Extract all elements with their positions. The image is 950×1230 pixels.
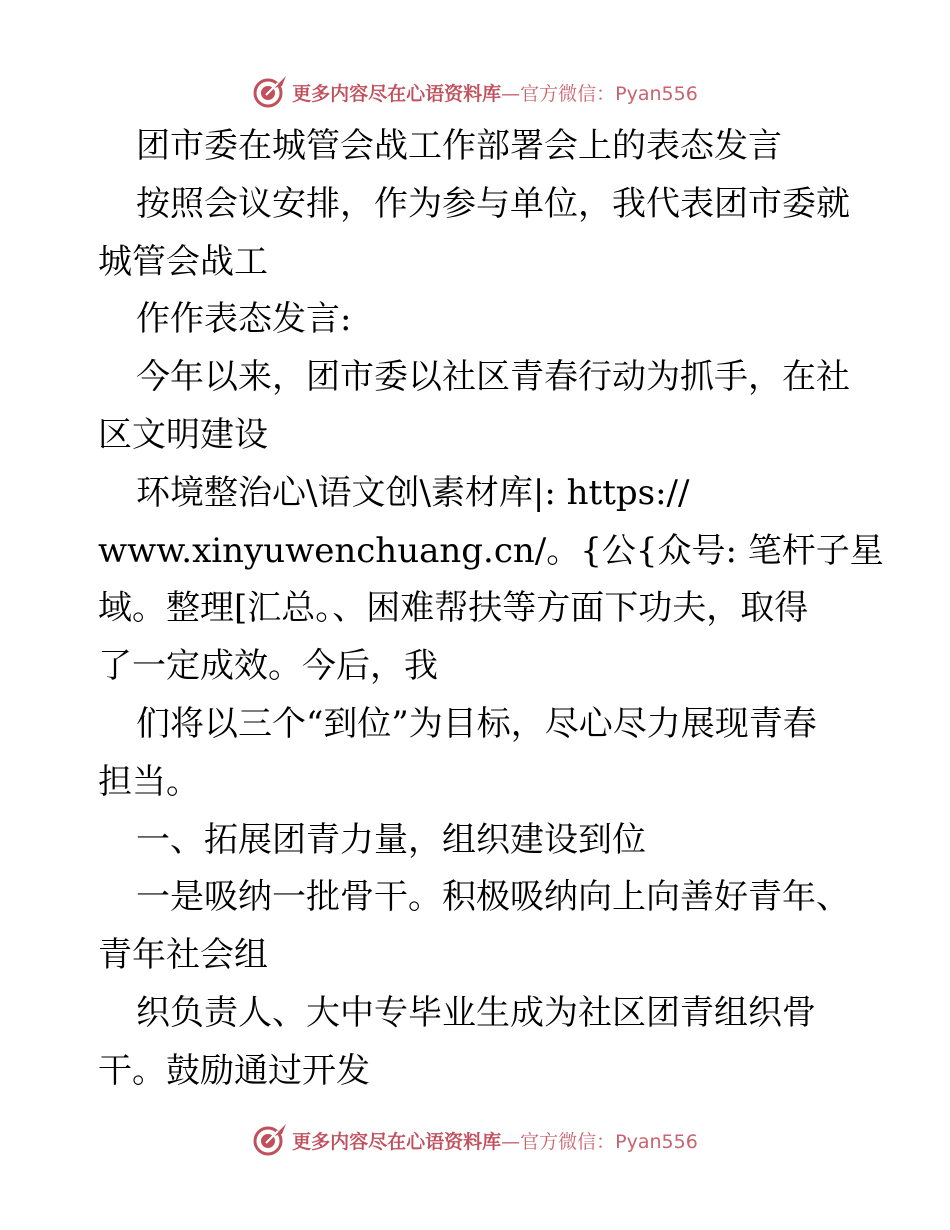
- text-line: 们将以三个“到位”为目标，尽心尽力展现青春: [136, 703, 817, 744]
- document-body: [98, 118, 884, 1101]
- text-line: 担当。: [98, 761, 200, 802]
- text-line: 织负责人、大中专毕业生成为社区团青组织骨: [136, 992, 816, 1033]
- text-line: 一、拓展团青力量，组织建设到位: [136, 819, 646, 860]
- text-line: 城管会战工: [98, 241, 268, 282]
- text-line: 青年社会组: [98, 935, 268, 976]
- text-line: 区文明建设: [98, 414, 268, 455]
- quill-logo-icon: [252, 1122, 288, 1158]
- text-line: www.xinyuwenchuang.cn/。{公{众号: 笔杆子星: [98, 530, 884, 571]
- text-line: 团市委在城管会战工作部署会上的表态发言: [136, 126, 782, 166]
- text-line: 域。整理[汇总。、困难帮扶等方面下功夫，取得: [98, 588, 809, 629]
- text-line: 今年以来，团市委以社区青春行动为抓手，在社: [136, 357, 850, 398]
- footer-watermark-text: 更多内容尽在心语资料库—官方微信：Pyan556: [292, 1130, 698, 1153]
- header-watermark: [0, 72, 950, 112]
- text-line: 干。鼓励通过开发: [98, 1050, 370, 1091]
- text-line: 按照会议安排，作为参与单位，我代表团市委就: [136, 183, 850, 224]
- text-line: 了一定成效。今后，我: [98, 646, 438, 687]
- text-line: 环境整治心\语文创\素材库|: https://: [136, 472, 690, 513]
- text-line: 一是吸纳一批骨干。积极吸纳向上向善好青年、: [136, 877, 850, 918]
- text-line: 作作表态发言:: [136, 299, 352, 340]
- header-watermark-text: 更多内容尽在心语资料库—官方微信：Pyan556: [292, 82, 698, 105]
- footer-watermark: [0, 1120, 950, 1160]
- quill-logo-icon: [252, 74, 288, 110]
